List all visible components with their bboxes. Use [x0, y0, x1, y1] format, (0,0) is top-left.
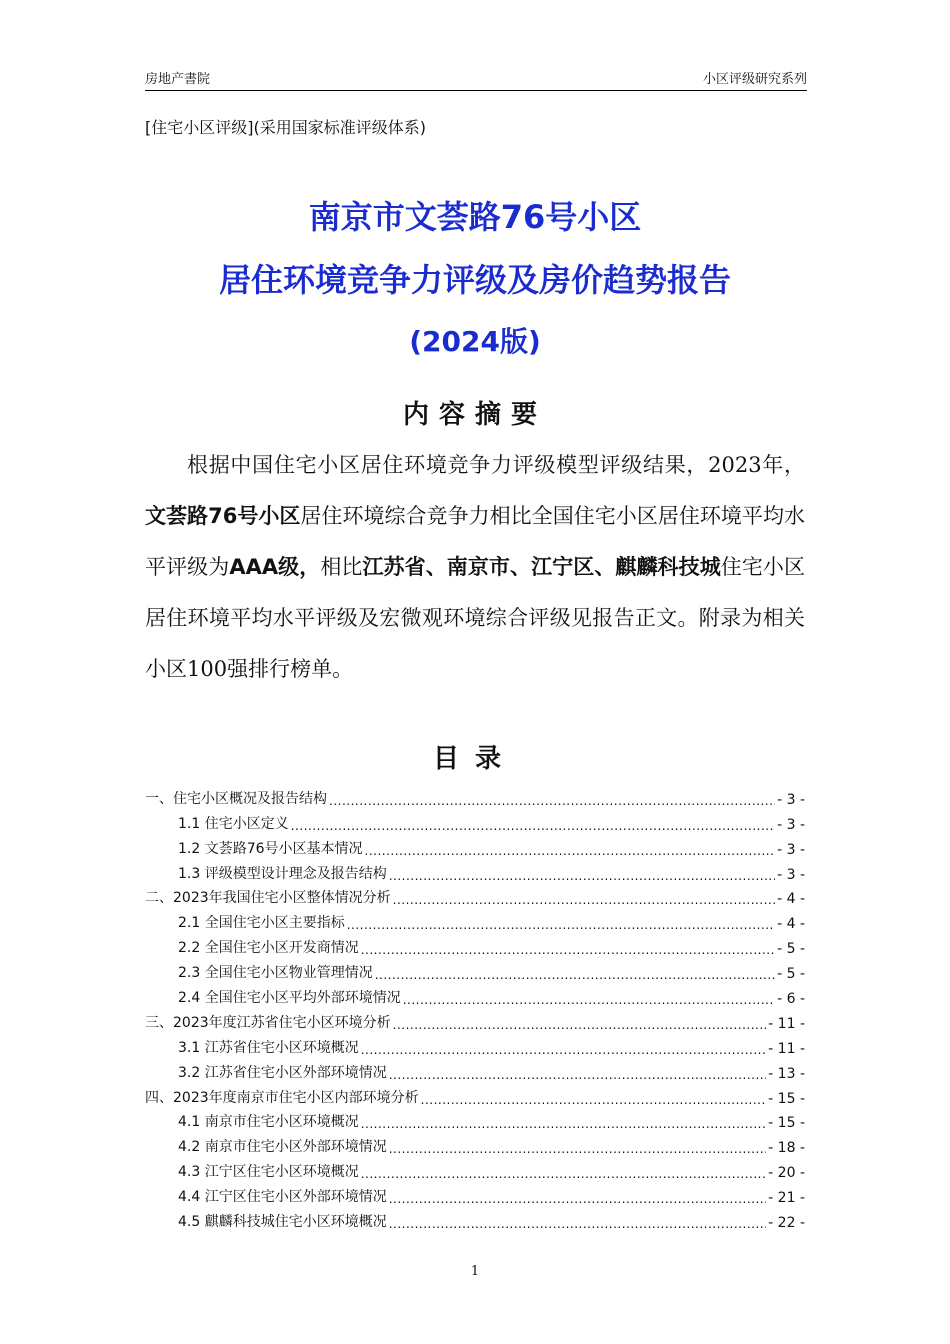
toc-entry-title: 3.2 江苏省住宅小区外部环境情况	[178, 1064, 387, 1081]
toc-entry-page: - 22 -	[768, 1215, 805, 1232]
toc-entry-title: 1.3 评级模型设计理念及报告结构	[178, 865, 387, 882]
header-series: 小区评级研究系列	[702, 72, 807, 87]
abstract-text-2: 居住环境综合竞争力相比全国住宅小区居住环境平均水平评级为	[145, 504, 805, 579]
toc-entry-title: 4.1 南京市住宅小区环境概况	[178, 1114, 359, 1131]
toc-entry-page: - 3 -	[777, 791, 805, 808]
toc-entry-title: 2.3 全国住宅小区物业管理情况	[178, 965, 373, 982]
toc-leader-dots	[361, 1041, 766, 1057]
header-publisher: 房地产書院	[145, 72, 211, 87]
report-category-tag: [住宅小区评级](采用国家标准评级体系)	[145, 118, 426, 137]
toc-entry[interactable]	[145, 858, 805, 883]
toc-entry-page: - 20 -	[768, 1165, 805, 1182]
toc-leader-dots	[389, 867, 775, 883]
abstract-text-1: 根据中国住宅小区居住环境竞争力评级模型评级结果，2023年，	[187, 453, 805, 477]
toc-entry[interactable]	[145, 1107, 805, 1132]
toc-heading: 目录	[432, 744, 517, 774]
toc-leader-dots	[393, 1016, 767, 1032]
toc-entry-page: - 15 -	[768, 1090, 805, 1107]
toc-entry[interactable]	[145, 1082, 805, 1107]
toc-entry[interactable]	[145, 783, 805, 808]
abstract-bold-regions: 江苏省、南京市、江宁区、麒麟科技城	[362, 555, 721, 579]
toc-entry-page: - 13 -	[768, 1065, 805, 1082]
abstract-paragraph	[145, 440, 805, 695]
toc-entry[interactable]	[145, 1181, 805, 1206]
toc-entry-page: - 3 -	[777, 841, 805, 858]
toc-entry[interactable]	[145, 833, 805, 858]
toc-entry-title: 3.1 江苏省住宅小区环境概况	[178, 1039, 359, 1056]
report-edition: (2024版)	[409, 325, 541, 358]
toc-entry[interactable]	[145, 1131, 805, 1156]
toc-leader-dots	[389, 1140, 766, 1156]
toc-entry[interactable]	[145, 982, 805, 1007]
report-title-line2: 居住环境竞争力评级及房价趋势报告	[218, 261, 731, 299]
toc-entry-title: 1.2 文荟路76号小区基本情况	[178, 840, 363, 857]
toc-entry-title: 4.2 南京市住宅小区外部环境情况	[178, 1139, 387, 1156]
toc-entry[interactable]	[145, 1206, 805, 1231]
toc-leader-dots	[403, 991, 775, 1007]
toc-entry-title: 二、2023年我国住宅小区整体情况分析	[145, 890, 391, 907]
toc-leader-dots	[389, 1215, 766, 1231]
toc-leader-dots	[375, 966, 775, 982]
report-title-line1: 南京市文荟路76号小区	[308, 198, 642, 236]
toc-entry-page: - 3 -	[777, 866, 805, 883]
toc-entry-title: 三、2023年度江苏省住宅小区环境分析	[145, 1014, 391, 1031]
toc-entry-page: - 21 -	[768, 1190, 805, 1207]
toc-leader-dots	[361, 1115, 766, 1131]
toc-entry[interactable]	[145, 1032, 805, 1057]
toc-leader-dots	[365, 842, 776, 858]
toc-leader-dots	[361, 941, 775, 957]
toc-entry-title: 2.1 全国住宅小区主要指标	[178, 915, 345, 932]
table-of-contents	[145, 783, 805, 1231]
toc-entry[interactable]	[145, 1007, 805, 1032]
toc-entry-page: - 11 -	[768, 1015, 805, 1032]
toc-entry-page: - 4 -	[777, 891, 805, 908]
toc-entry-title: 四、2023年度南京市住宅小区内部环境分析	[145, 1089, 419, 1106]
toc-entry[interactable]	[145, 1057, 805, 1082]
abstract-heading: 内容摘要	[402, 400, 547, 430]
page-header	[145, 64, 807, 91]
toc-leader-dots	[347, 916, 775, 932]
abstract-bold-rating: AAA级，	[229, 555, 321, 579]
toc-entry-page: - 4 -	[777, 916, 805, 933]
toc-entry-page: - 15 -	[768, 1115, 805, 1132]
toc-leader-dots	[421, 1091, 767, 1107]
toc-entry-title: 1.1 住宅小区定义	[178, 815, 289, 832]
abstract-text-3: 相比	[320, 555, 363, 579]
page-number: 1	[470, 1264, 480, 1279]
toc-leader-dots	[361, 1165, 766, 1181]
toc-entry-page: - 5 -	[777, 941, 805, 958]
toc-entry-title: 一、住宅小区概况及报告结构	[145, 790, 327, 807]
toc-entry-page: - 18 -	[768, 1140, 805, 1157]
toc-leader-dots	[393, 891, 775, 907]
toc-entry-page: - 3 -	[777, 816, 805, 833]
toc-entry-title: 4.4 江宁区住宅小区外部环境情况	[178, 1189, 387, 1206]
toc-entry-page: - 5 -	[777, 966, 805, 983]
toc-leader-dots	[389, 1190, 766, 1206]
toc-entry[interactable]	[145, 808, 805, 833]
toc-entry-page: - 6 -	[777, 991, 805, 1008]
toc-entry-title: 4.3 江宁区住宅小区环境概况	[178, 1164, 359, 1181]
toc-entry-title: 2.4 全国住宅小区平均外部环境情况	[178, 990, 401, 1007]
toc-entry[interactable]	[145, 883, 805, 908]
abstract-text-4: 住宅小区居住环境平均水平评级及宏微观环境综合评级见报告正文。附录为相关小区100强排行榜单。	[145, 555, 806, 681]
toc-entry-title: 2.2 全国住宅小区开发商情况	[178, 940, 359, 957]
toc-entry[interactable]	[145, 932, 805, 957]
abstract-bold-community: 文荟路76号小区	[145, 504, 301, 528]
toc-leader-dots	[389, 1066, 766, 1082]
toc-entry-page: - 11 -	[768, 1040, 805, 1057]
toc-entry[interactable]	[145, 1156, 805, 1181]
toc-leader-dots	[329, 792, 775, 808]
toc-entry[interactable]	[145, 907, 805, 932]
toc-entry[interactable]	[145, 957, 805, 982]
toc-leader-dots	[291, 817, 775, 833]
toc-entry-title: 4.5 麒麟科技城住宅小区环境概况	[178, 1214, 387, 1231]
